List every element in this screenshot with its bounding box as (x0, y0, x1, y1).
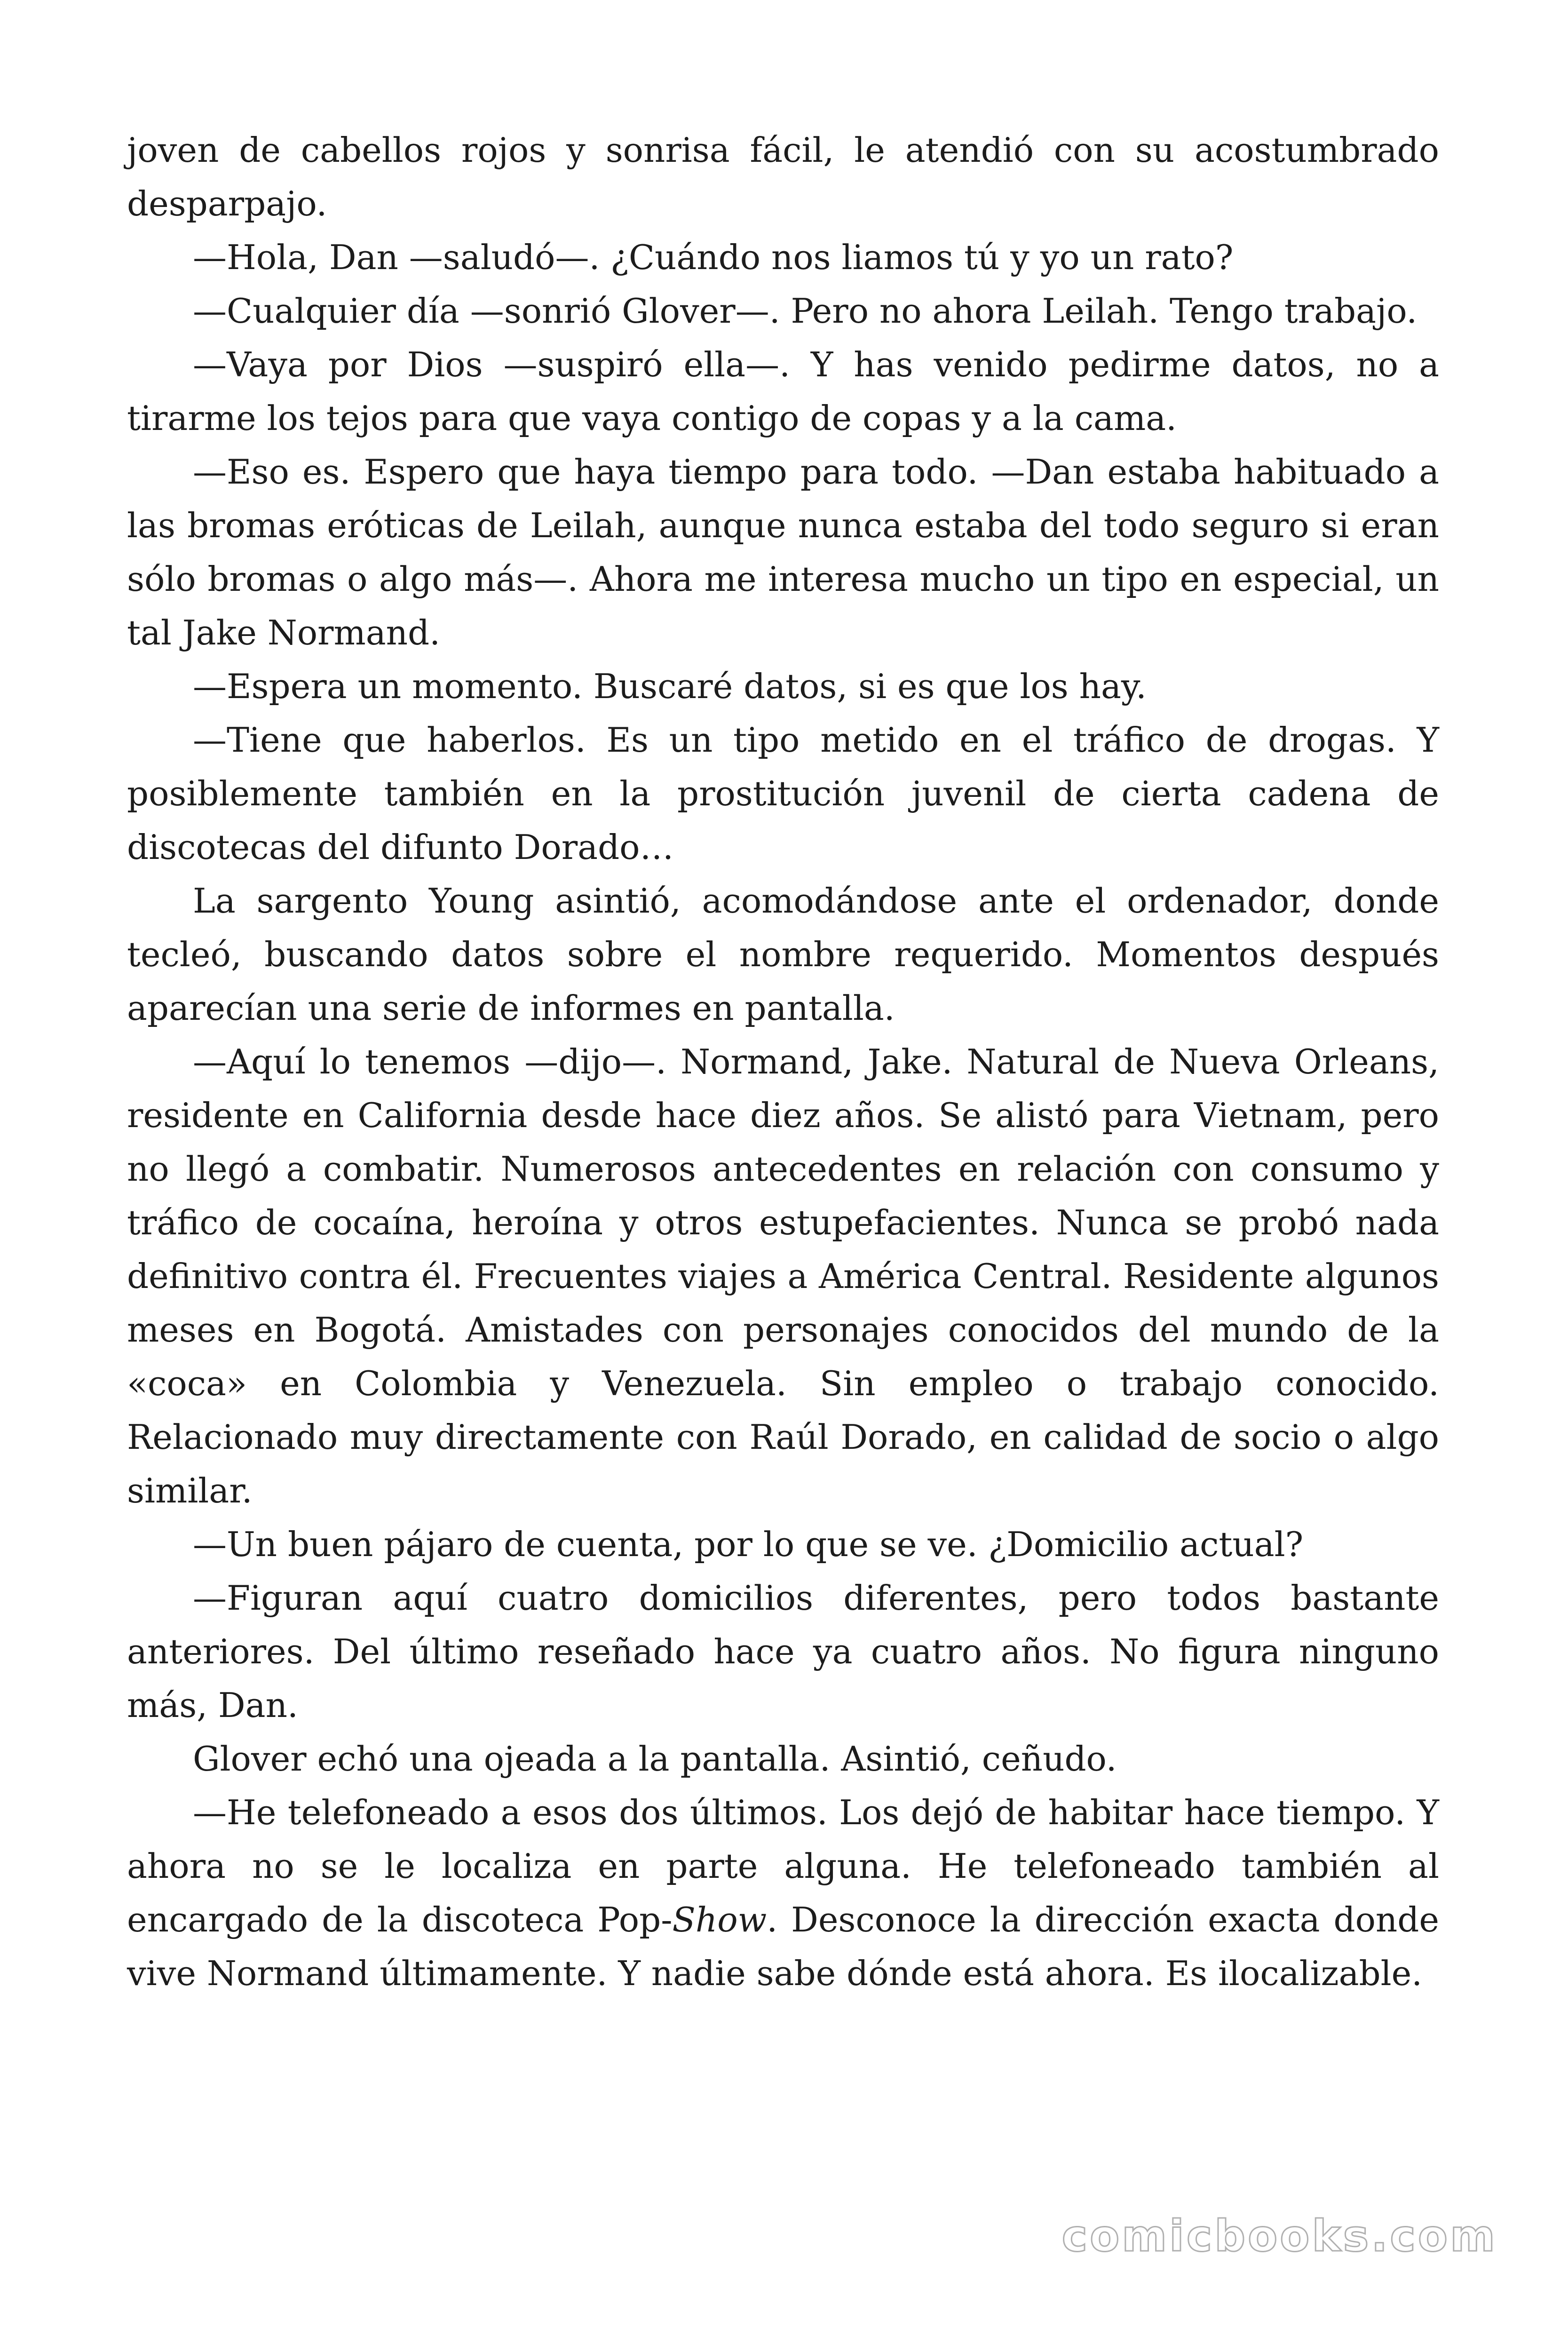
paragraph: —Hola, Dan —saludó—. ¿Cuándo nos liamos tú y yo un rato? (193, 238, 1234, 277)
paragraph: —Vaya por Dios —suspiró ella—. Y has venido pedirme datos, no a tirarme los tejos para que vaya contigo de copas y a la cama. (127, 345, 1439, 438)
paragraph (127, 1786, 1439, 2000)
paragraph: —Un buen pájaro de cuenta, por lo que se ve. ¿Domicilio actual? (193, 1525, 1304, 1564)
paragraph: —Figuran aquí cuatro domicilios diferentes, pero todos bastante anteriores. Del último reseñado hace ya cuatro años. No figura ninguno más, Dan. (127, 1578, 1439, 1725)
paragraph: —Eso es. Espero que haya tiempo para todo. —Dan estaba habituado a las bromas eróticas de Leilah, aunque nunca estaba del todo seguro si eran sólo bromas o algo más—. Ahora me interesa mucho un tipo en especial, un tal Jake Normand. (127, 452, 1439, 652)
paragraph: joven de cabellos rojos y sonrisa fácil, le atendió con su acostumbrado desparpajo. (127, 130, 1439, 223)
paragraph-text: —He telefoneado a esos dos últimos. Los dejó de habitar hace tiempo. Y ahora no se le localiza en parte alguna. He telefoneado también al encargado de la discoteca Pop- (127, 1793, 1439, 1939)
paragraph: —Cualquier día —sonrió Glover—. Pero no ahora Leilah. Tengo trabajo. (193, 291, 1418, 331)
paragraph: Glover echó una ojeada a la pantalla. Asintió, ceñudo. (193, 1739, 1117, 1779)
paragraph: La sargento Young asintió, acomodándose ante el ordenador, donde tecleó, buscando datos sobre el nombre requerido. Momentos después aparecían una serie de informes en pantalla. (127, 881, 1439, 1028)
paragraph: —Tiene que haberlos. Es un tipo metido en el tráfico de drogas. Y posiblemente también en la prostitución juvenil de cierta cadena de discotecas del difunto Dorado… (127, 720, 1439, 867)
watermark-logo: comicbooks.com (1061, 2211, 1497, 2261)
paragraph: —Espera un momento. Buscaré datos, si es que los hay. (193, 667, 1147, 706)
italic-text: Show (672, 1900, 767, 1939)
paragraph: —Aquí lo tenemos —dijo—. Normand, Jake. Natural de Nueva Orleans, residente en California desde hace diez años. Se alistó para Vietnam, pero no llegó a combatir. Numerosos antecedentes en relación con consumo y tráfico de cocaína, heroína y otros estupefacientes. Nunca se probó nada definitivo contra él. Frecuentes viajes a América Central. Residente algunos meses en Bogotá. Amistades con personajes conocidos del mundo de la «coca» en Colombia y Venezuela. Sin empleo o trabajo conocido. Relacionado muy directamente con Raúl Dorado, en calidad de socio o algo similar. (127, 1042, 1439, 1510)
body-text (127, 123, 1439, 2000)
paragraph-text-tail: . Desconoce la dirección exacta donde vive Normand últimamente. Y nadie sabe dónde está ahora. Es ilocalizable. (127, 1900, 1439, 1993)
